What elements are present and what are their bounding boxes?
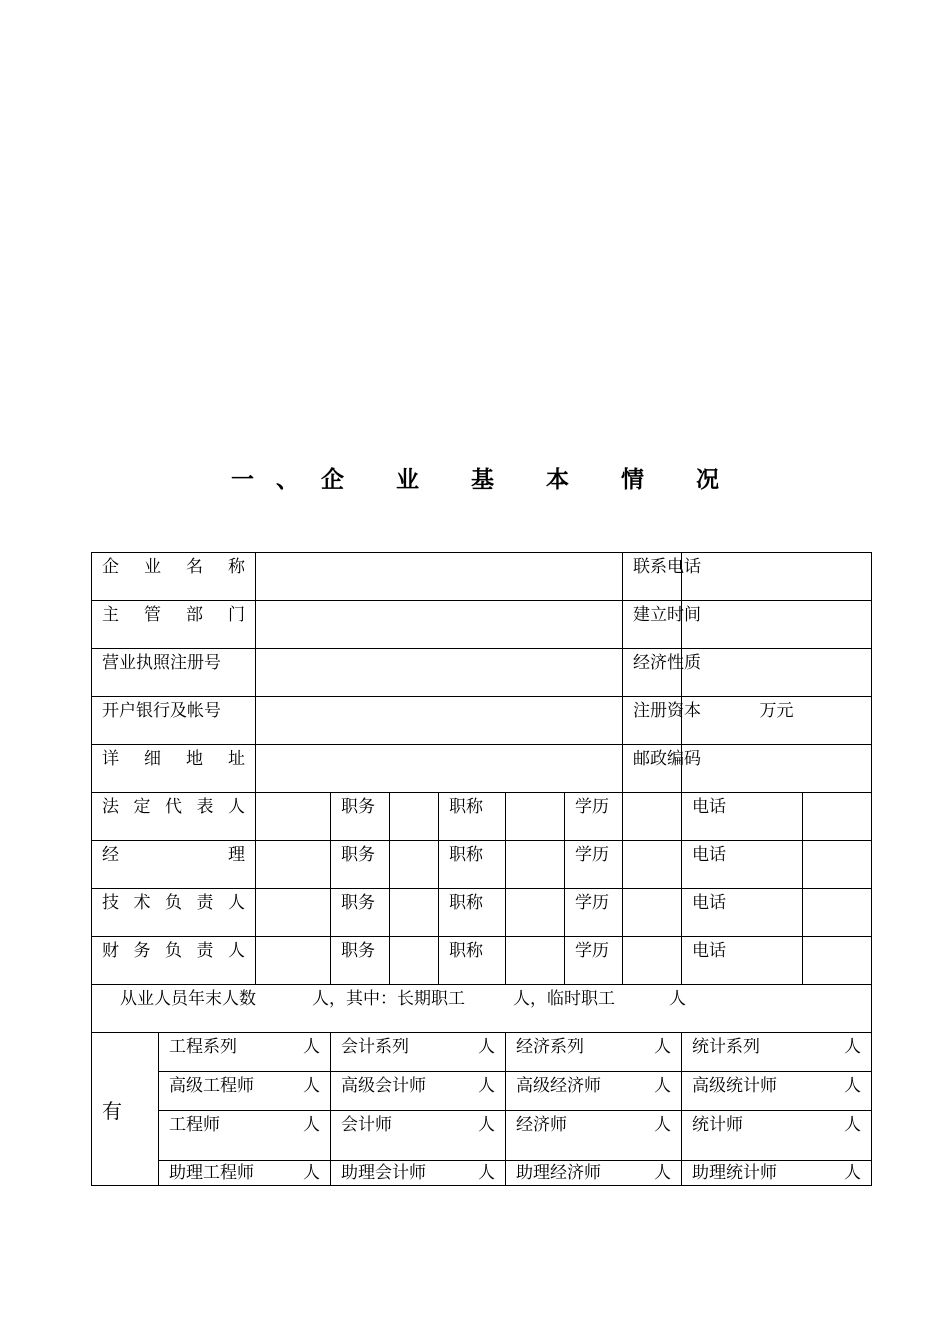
- spread-label: 企 业 名 称: [102, 557, 245, 577]
- qual-cell: 高级会计师 人: [331, 1072, 506, 1111]
- staff-prefix: 从业人员年末人数: [120, 989, 256, 1009]
- supervisor-label: [92, 601, 256, 649]
- capital-label: 注册资本: [623, 697, 682, 745]
- person-label: [92, 889, 256, 937]
- qual-cell: 高级经济师 人: [506, 1072, 682, 1111]
- row-address: [92, 745, 872, 793]
- row-bank: [92, 697, 872, 745]
- person-name-field[interactable]: [256, 937, 331, 985]
- spread-label: 经 理: [102, 845, 245, 865]
- spread-label: 详 细 地 址: [102, 749, 245, 769]
- phone-field[interactable]: [803, 841, 872, 889]
- title-field[interactable]: [506, 937, 565, 985]
- edu-label: 学历: [565, 841, 623, 889]
- capital-field[interactable]: [682, 697, 872, 745]
- row-staff-count: [92, 985, 872, 1033]
- title-label: 职称: [439, 793, 506, 841]
- qual-cell: 工程系列 人: [159, 1033, 331, 1072]
- license-label: 营业执照注册号: [92, 649, 256, 697]
- company-name-label: [92, 553, 256, 601]
- qual-cell: 高级统计师 人: [682, 1072, 872, 1111]
- economy-label: 经济性质: [623, 649, 682, 697]
- person-name-field[interactable]: [256, 841, 331, 889]
- title-label: 职称: [439, 841, 506, 889]
- qual-cell: 经济系列 人: [506, 1033, 682, 1072]
- phone-label: 电话: [682, 841, 803, 889]
- qual-cell: 工程师 人: [159, 1111, 331, 1161]
- row-company-name: [92, 553, 872, 601]
- person-label: [92, 793, 256, 841]
- qual-cell: 统计系列 人: [682, 1033, 872, 1072]
- title-label: 职称: [439, 937, 506, 985]
- job-label: 职务: [331, 889, 390, 937]
- phone-label: 电话: [682, 889, 803, 937]
- phone-label: 电话: [682, 793, 803, 841]
- person-name-field[interactable]: [256, 889, 331, 937]
- qual-side-label: 有: [92, 1033, 159, 1186]
- edu-field[interactable]: [623, 841, 682, 889]
- company-name-field[interactable]: [256, 553, 623, 601]
- edu-field[interactable]: [623, 937, 682, 985]
- qual-cell: 助理会计师 人: [331, 1161, 506, 1186]
- job-label: 职务: [331, 841, 390, 889]
- staff-unit-temp: 人，临时职工: [513, 989, 615, 1009]
- row-legal-rep: [92, 793, 872, 841]
- qual-cell: 助理统计师 人: [682, 1161, 872, 1186]
- edu-field[interactable]: [623, 793, 682, 841]
- license-field[interactable]: [256, 649, 623, 697]
- job-label: 职务: [331, 793, 390, 841]
- edu-field[interactable]: [623, 889, 682, 937]
- postcode-field[interactable]: [682, 745, 872, 793]
- row-manager: [92, 841, 872, 889]
- qual-cell: 统计师 人: [682, 1111, 872, 1161]
- phone-field[interactable]: [803, 889, 872, 937]
- qual-cell: 会计系列 人: [331, 1033, 506, 1072]
- job-field[interactable]: [390, 937, 439, 985]
- founded-label: 建立时间: [623, 601, 682, 649]
- qual-row: [92, 1072, 872, 1111]
- enterprise-info-table: [91, 552, 872, 1186]
- title-field[interactable]: [506, 793, 565, 841]
- title-label: 职称: [439, 889, 506, 937]
- supervisor-field[interactable]: [256, 601, 623, 649]
- qual-row: [92, 1161, 872, 1186]
- contact-phone-field[interactable]: [682, 553, 872, 601]
- qual-cell: 会计师 人: [331, 1111, 506, 1161]
- title-field[interactable]: [506, 841, 565, 889]
- capital-unit: 万元: [759, 701, 794, 721]
- edu-label: 学历: [565, 937, 623, 985]
- phone-field[interactable]: [803, 793, 872, 841]
- row-tech-lead: [92, 889, 872, 937]
- qual-row: [92, 1111, 872, 1161]
- qual-cell: 经济师 人: [506, 1111, 682, 1161]
- qual-cell: 助理工程师 人: [159, 1161, 331, 1186]
- qual-cell: 助理经济师 人: [506, 1161, 682, 1186]
- title-field[interactable]: [506, 889, 565, 937]
- person-label: [92, 841, 256, 889]
- bank-label: 开户银行及帐号: [92, 697, 256, 745]
- spread-label: 财 务 负 责 人: [102, 941, 245, 961]
- qual-cell: 高级工程师 人: [159, 1072, 331, 1111]
- staff-unit-end: 人: [669, 989, 686, 1009]
- bank-field[interactable]: [256, 697, 623, 745]
- edu-label: 学历: [565, 889, 623, 937]
- staff-unit-long: 人，其中：长期职工: [312, 989, 465, 1009]
- spread-label: 法 定 代 表 人: [102, 797, 245, 817]
- person-name-field[interactable]: [256, 793, 331, 841]
- phone-field[interactable]: [803, 937, 872, 985]
- contact-phone-label: 联系电话: [623, 553, 682, 601]
- staff-count-line: [92, 985, 872, 1033]
- address-field[interactable]: [256, 745, 623, 793]
- spread-label: 技 术 负 责 人: [102, 893, 245, 913]
- founded-field[interactable]: [682, 601, 872, 649]
- job-field[interactable]: [390, 841, 439, 889]
- economy-field[interactable]: [682, 649, 872, 697]
- page-title: 一、企 业 基 本 情 况: [230, 467, 742, 493]
- person-label: [92, 937, 256, 985]
- address-label: [92, 745, 256, 793]
- phone-label: 电话: [682, 937, 803, 985]
- job-field[interactable]: [390, 793, 439, 841]
- row-finance-lead: [92, 937, 872, 985]
- postcode-label: 邮政编码: [623, 745, 682, 793]
- job-label: 职务: [331, 937, 390, 985]
- spread-label: 主 管 部 门: [102, 605, 245, 625]
- edu-label: 学历: [565, 793, 623, 841]
- row-license: [92, 649, 872, 697]
- qual-row: [92, 1033, 872, 1072]
- row-supervisor: [92, 601, 872, 649]
- job-field[interactable]: [390, 889, 439, 937]
